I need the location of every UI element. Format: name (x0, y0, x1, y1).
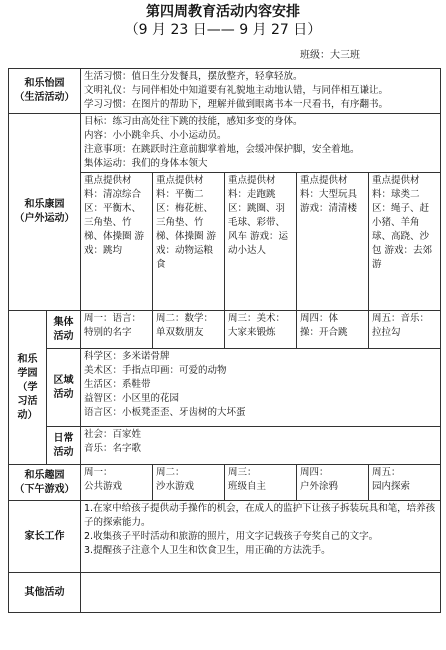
fun-day-cell: 周三： 班级自主 (225, 465, 297, 501)
area-line: 生活区：系鞋带 (84, 379, 151, 390)
group-day-cell: 周四：体 操：开合跳 (297, 311, 369, 349)
materials-column: 重点提供材料：大型玩具 游戏：清清楼 (297, 173, 369, 311)
daily-activity-content (81, 427, 441, 465)
group-day-cell: 周二：数学： 单双数朋友 (153, 311, 225, 349)
notice-line: 注意事项：在跳跃时注意前脚掌着地，会缓冲保护脚，安全着地。 (84, 144, 360, 155)
group-activity-row (9, 311, 441, 349)
parent-work-label: 家长工作 (9, 501, 81, 573)
parent-work-line: 1.在家中给孩子提供动手操作的机会，在成人的监护下让孩子拆装玩具和笔，培养孩子的探索能力。 (84, 503, 436, 528)
parent-work-line: 2.收集孩子平时活动和旅游的照片，用文字记载孩子夸奖自己的文字。 (84, 531, 379, 542)
area-activity-content (81, 349, 441, 427)
area-line: 美术区：手指点印画：可爱的动物 (84, 365, 227, 376)
daily-line: 社会：百家姓 (84, 429, 142, 440)
area-line: 科学区：多米诺骨牌 (84, 351, 170, 362)
area-activity-label: 区域 活动 (47, 349, 81, 427)
health-garden-row (9, 114, 441, 173)
fun-day-cell: 周一： 公共游戏 (81, 465, 153, 501)
content-line: 内容：小小跳伞兵、小小运动员。 (84, 130, 227, 141)
parent-work-content (81, 501, 441, 573)
life-garden-content (81, 69, 441, 114)
other-activity-content (81, 573, 441, 613)
fun-day-cell: 周二： 沙水游戏 (153, 465, 225, 501)
group-activity-label: 集体 活动 (47, 311, 81, 349)
materials-column: 重点提供材料：走跑跳区：跳圈、羽毛球、彩带、风车 游戏：运动小达人 (225, 173, 297, 311)
area-activity-row (9, 349, 441, 427)
other-activity-label: 其他活动 (9, 573, 81, 613)
life-habit-line: 生活习惯：值日生分发餐具，摆放整齐，轻拿轻放。 (84, 71, 303, 82)
group-day-cell: 周三：美术： 大家来锻炼 (225, 311, 297, 349)
materials-column: 重点提供材料：球类二区：绳子、赶小猪、羊角球、高跷、沙包 游戏：去郊游 (369, 173, 441, 311)
page-title: 第四周教育活动内容安排 (146, 4, 300, 20)
fun-garden-label: 和乐趣园 （下午游戏） (9, 465, 81, 501)
group-day-cell: 周一：语言： 特别的名字 (81, 311, 153, 349)
class-label: 班级：大三班 (300, 50, 360, 61)
fun-day-cell: 周五： 园内探索 (369, 465, 441, 501)
group-day-cell: 周五：音乐： 拉拉勾 (369, 311, 441, 349)
learning-garden-label: 和乐 学园 （学 习活 动） (9, 311, 47, 465)
daily-line: 音乐：名字歌 (84, 443, 142, 454)
health-garden-label: 和乐康园 （户外运动） (9, 114, 81, 311)
health-garden-goals (81, 114, 441, 173)
date-range: （9 月 23 日—— 9 月 27 日） (124, 22, 322, 38)
group-sport-line: 集体运动：我们的身体本领大 (84, 158, 208, 169)
life-garden-label: 和乐怡园 （生活活动） (9, 69, 81, 114)
life-garden-row (9, 69, 441, 114)
daily-activity-row (9, 427, 441, 465)
materials-column: 重点提供材料：清凉综合区：平衡木、三角垫、竹梯、体操圈 游戏：跳均 (81, 173, 153, 311)
daily-activity-label: 日常 活动 (47, 427, 81, 465)
goal-line: 目标：练习由高处往下跳的技能，感知多变的身体。 (84, 116, 303, 127)
materials-column: 重点提供材料：平衡二区：梅花桩、三角垫、竹梯、体操圈 游戏：动物运粮食 (153, 173, 225, 311)
area-line: 语言区：小板凳歪歪、牙齿树的大坏蛋 (84, 407, 246, 418)
fun-day-cell: 周四： 户外涂鸦 (297, 465, 369, 501)
parent-work-row (9, 501, 441, 573)
other-activity-row (9, 573, 441, 613)
etiquette-line: 文明礼仪：与同伴相处中知道要有礼貌地主动地认错，与同伴相互谦让。 (84, 85, 389, 96)
parent-work-line: 3.提醒孩子注意个人卫生和饮食卫生，用正确的方法洗手。 (84, 545, 331, 556)
fun-garden-row (9, 465, 441, 501)
study-habit-line: 学习习惯：在图片的帮助下，理解并做到眼离书本一尺看书，有序翻书。 (84, 99, 389, 110)
area-line: 益智区：小区里的花园 (84, 393, 180, 404)
schedule-table (8, 68, 441, 613)
